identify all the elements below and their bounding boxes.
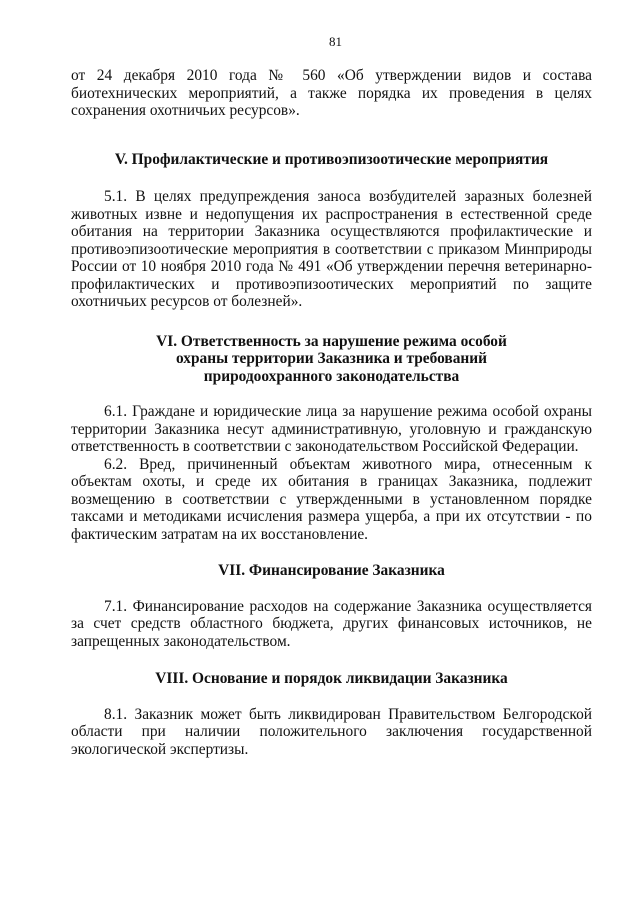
section-heading-line: V. Профилактические и противоэпизоотические мероприятия: [114, 150, 549, 168]
section-heading: [71, 670, 592, 688]
section-heading: [71, 333, 592, 386]
section-heading-line: VIII. Основание и порядок ликвидации Заказника: [155, 670, 508, 687]
body-paragraph: 5.1. В целях предупреждения заноса возбудителей заразных болезней животных извне и недопущения их распространения в естественной среде обитания на территории Заказника осуществляются профилактические и противоэпизоотические мероприятия в соответствии с приказом Минприроды России от 10 ноября 2010 года № 491 «Об утверждении перечня ветеринарно-профилактических и противоэпизоотических мероприятий по защите охотничьих ресурсов от болезней».: [71, 188, 592, 310]
body-paragraph: 7.1. Финансирование расходов на содержание Заказника осуществляется за счет средств областного бюджета, других финансовых источников, не запрещенных законодательством.: [71, 597, 592, 650]
section-heading-line: охраны территории Заказника и требований: [175, 350, 488, 367]
section-heading-line: VI. Ответственность за нарушение режима особой: [156, 332, 507, 350]
page-number: 81: [329, 34, 342, 49]
body-paragraph: 6.2. Вред, причиненный объектам животного мира, отнесенным к объектам охоты, и среде их обитания в границах Заказника, подлежит возмещению в соответствии с утвержденными в установленном порядке таксами и методиками исчисления размера ущерба, а при их отсутствии - по фактическим затратам на их восстановление.: [71, 455, 592, 543]
section-heading-line: природоохранного законодательства: [203, 367, 460, 385]
document-body: [71, 67, 592, 758]
section-heading-line: VII. Финансирование Заказника: [218, 562, 445, 579]
section-heading: [71, 151, 592, 169]
body-paragraph: 8.1. Заказник может быть ликвидирован Правительством Белгородской области при наличии положительного заключения государственной экологической экспертизы.: [71, 705, 592, 758]
body-paragraph: от 24 декабря 2010 года № 560 «Об утверждении видов и состава биотехнических мероприятий, а также порядка их проведения в целях сохранения охотничьих ресурсов».: [71, 67, 592, 119]
section-heading: [71, 562, 592, 580]
body-paragraph: 6.1. Граждане и юридические лица за нарушение режима особой охраны территории Заказника несут административную, уголовную и гражданскую ответственность в соответствии с законодательством Российской Федерации.: [71, 403, 592, 455]
